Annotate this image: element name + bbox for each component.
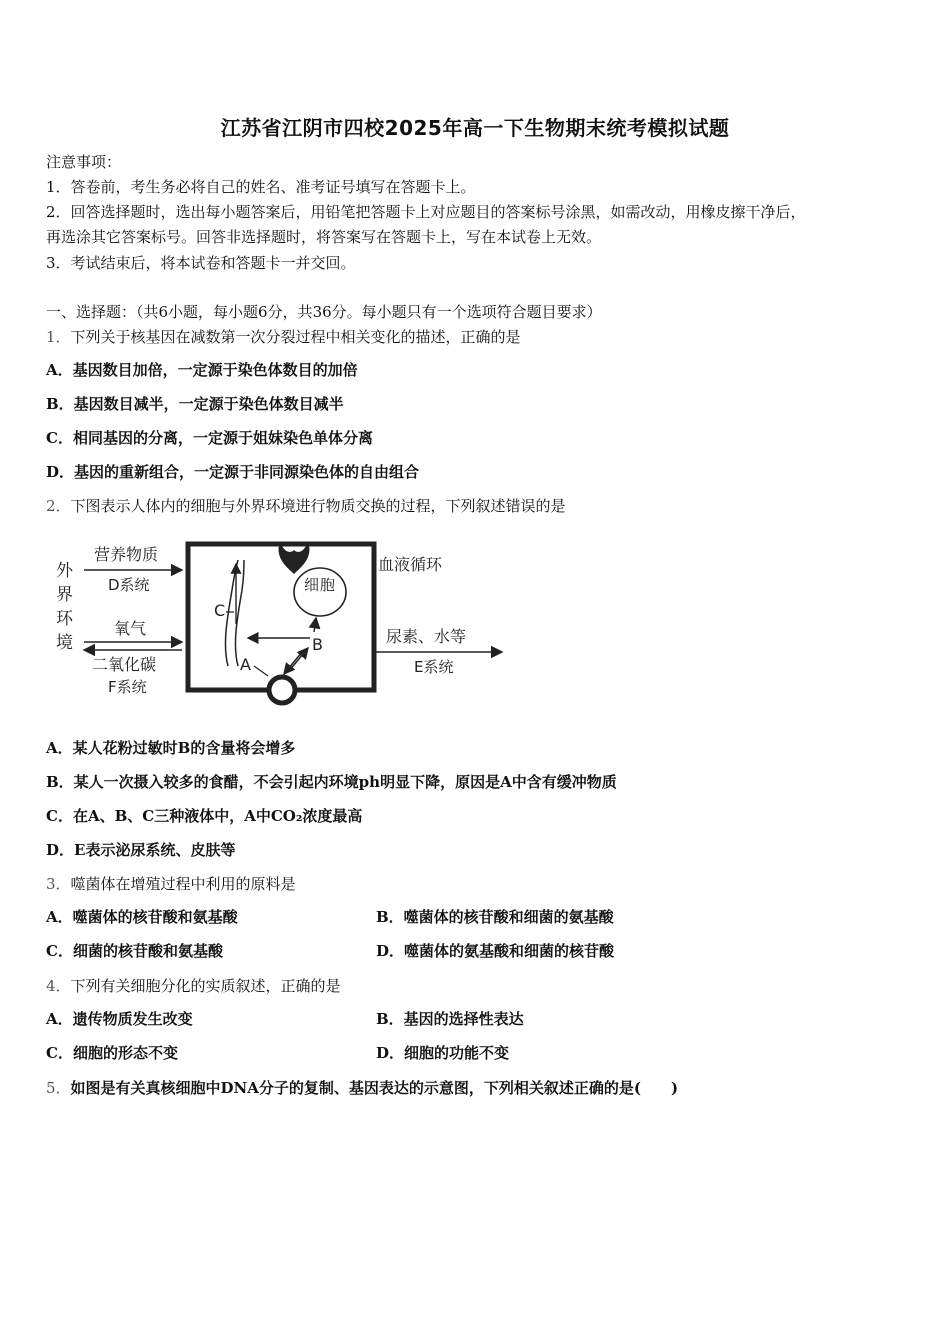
label-c: C <box>214 601 226 620</box>
blood-circulation-label: 血液循环 <box>378 555 443 574</box>
question-4 <box>46 976 341 996</box>
question-stem: 下图表示人体内的细胞与外界环境进行物质交换的过程，下列叙述错误的是 <box>70 497 566 515</box>
question-1 <box>46 327 521 347</box>
plasma-to-tissue-arrow <box>288 648 308 672</box>
f-system-label: F系统 <box>108 678 147 696</box>
lymph-vessel-right <box>235 560 244 666</box>
question-number: 2． <box>46 497 71 515</box>
outer-env-char-4: 境 <box>56 633 73 653</box>
tissue-to-cell-arrow <box>314 618 316 632</box>
tissue-to-plasma-arrow <box>284 652 302 674</box>
oxygen-label: 氧气 <box>114 619 147 638</box>
notice-heading: 注意事项： <box>46 153 122 171</box>
notice-item-2: 2．回答选择题时，选出每小题答案后，用铅笔把答题卡上对应题目的答案标号涂黑，如需改动，用橡皮擦干净后， <box>46 203 806 221</box>
q1-option-c: C．相同基因的分离，一定源于姐妹染色单体分离 <box>46 429 373 447</box>
page-title: 江苏省江阴市四校2025年高一下生物期末统考模拟试题 <box>220 116 730 140</box>
question-stem: 噬菌体在增殖过程中利用的原料是 <box>70 875 296 893</box>
q4-option-c: C．细胞的形态不变 <box>46 1044 178 1062</box>
question-stem: 下列有关细胞分化的实质叙述，正确的是 <box>70 977 341 995</box>
q4-option-d: D．细胞的功能不变 <box>376 1044 510 1062</box>
q2-option-b: B．某人一次摄入较多的食醋，不会引起内环境ph明显下降，原因是A中含有缓冲物质 <box>46 773 617 791</box>
question-number: 1． <box>46 328 71 346</box>
outer-env-char-3: 环 <box>56 609 73 629</box>
q3-option-d: D．噬菌体的氨基酸和细菌的核苷酸 <box>376 942 615 960</box>
q4-option-a: A．遗传物质发生改变 <box>46 1010 193 1028</box>
q1-option-b: B．基因数目减半，一定源于染色体数目减半 <box>46 395 344 413</box>
question-2 <box>46 496 566 516</box>
nutrients-label: 营养物质 <box>94 545 159 564</box>
cell-label-2: 胞 <box>320 576 336 594</box>
label-b: B <box>312 635 323 654</box>
q1-option-a: A．基因数目加倍，一定源于染色体数目的加倍 <box>46 361 358 379</box>
q2-option-c: C．在A、B、C三种液体中，A中CO₂浓度最高 <box>46 807 363 825</box>
question-stem: 下列关于核基因在减数第一次分裂过程中相关变化的描述，正确的是 <box>70 328 521 346</box>
q3-option-b: B．噬菌体的核苷酸和细菌的氨基酸 <box>376 908 614 926</box>
q2-option-d: D．E表示泌尿系统、皮肤等 <box>46 841 236 859</box>
cell-label-1: 细 <box>304 576 320 594</box>
q1-option-d: D．基因的重新组合，一定源于非同源染色体的自由组合 <box>46 463 420 481</box>
d-system-label: D系统 <box>108 576 150 594</box>
outer-env-char-1: 外 <box>56 561 73 581</box>
capillary-ring <box>269 677 295 703</box>
section-heading: 一、选择题：（共6小题，每小题6分，共36分。每小题只有一个选项符合题目要求） <box>46 303 602 321</box>
heart-notch <box>279 542 310 574</box>
label-a: A <box>240 655 251 674</box>
label-a-pointer <box>254 666 268 676</box>
q3-option-c: C．细菌的核苷酸和氨基酸 <box>46 942 223 960</box>
notice-item-2-cont: 再选涂其它答案标号。回答非选择题时，将答案写在答题卡上，写在本试卷上无效。 <box>46 228 602 246</box>
material-exchange-diagram <box>52 534 512 714</box>
notice-item-1: 1．答卷前，考生务必将自己的姓名、准考证号填写在答题卡上。 <box>46 178 476 196</box>
urea-label: 尿素、水等 <box>386 627 467 646</box>
question-number: 3． <box>46 875 71 893</box>
question-stem: 如图是有关真核细胞中DNA分子的复制、基因表达的示意图，下列相关叙述正确的是( ) <box>70 1079 679 1097</box>
question-number: 5． <box>46 1079 71 1097</box>
question-3 <box>46 874 296 894</box>
co2-label: 二氧化碳 <box>92 655 157 674</box>
question-number: 4． <box>46 977 71 995</box>
notice-item-3: 3．考试结束后，将本试卷和答题卡一并交回。 <box>46 254 356 272</box>
q3-option-a: A．噬菌体的核苷酸和氨基酸 <box>46 908 238 926</box>
q4-option-b: B．基因的选择性表达 <box>376 1010 524 1028</box>
outer-env-char-2: 界 <box>56 585 73 605</box>
e-system-label: E系统 <box>414 658 454 676</box>
question-5 <box>46 1078 678 1098</box>
q2-option-a: A．某人花粉过敏时B的含量将会增多 <box>46 739 296 757</box>
